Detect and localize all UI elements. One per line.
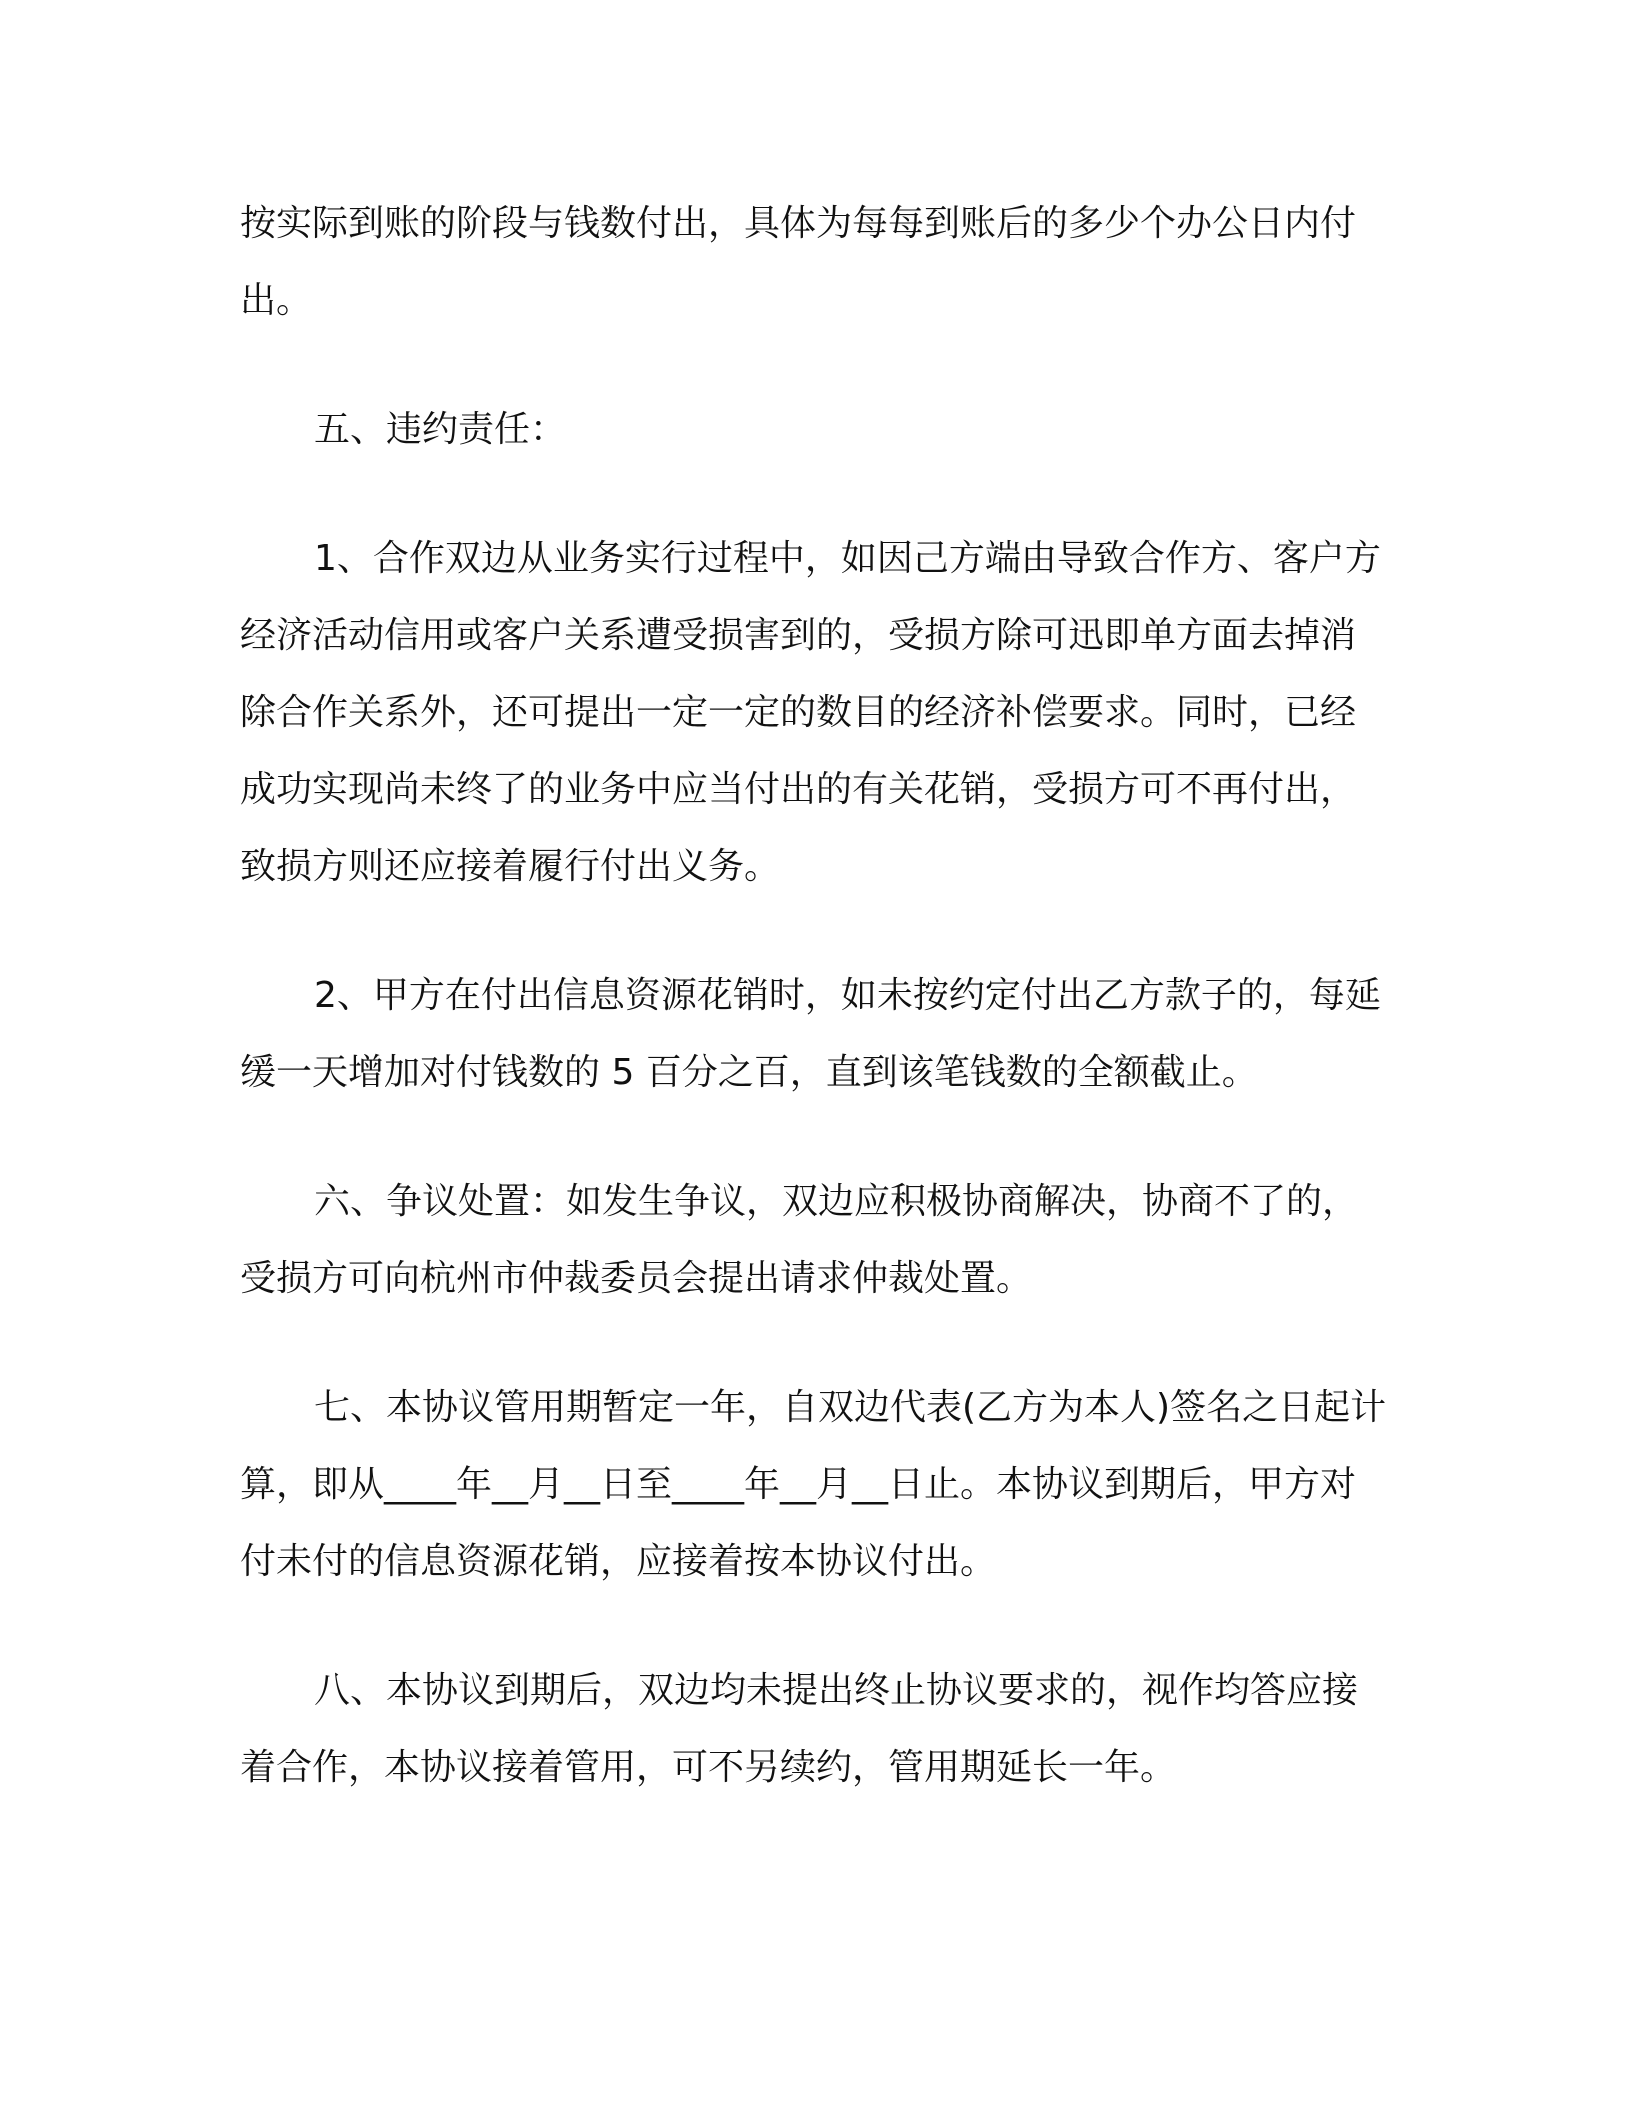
paragraph-clause-2: 2、甲方在付出信息资源花销时，如未按约定付出乙方款子的，每延缓一天增加对付钱数的 5 百分之百，直到该笔钱数的全额截止。 xyxy=(240,975,1381,1093)
paragraph-dispute-resolution: 六、争议处置：如发生争议，双边应积极协商解决，协商不了的，受损方可向杭州市仲裁委员会提出请求仲裁处置。 xyxy=(240,1181,1359,1299)
paragraph-validity-period: 七、本协议管用期暂定一年，自双边代表(乙方为本人)签名之日起计算，即从____年__月__日至____年__月__日止。本协议到期后，甲方对付未付的信息资源花销，应接着按本协议付出。 xyxy=(240,1387,1387,1582)
paragraph-auto-renewal: 八、本协议到期后，双边均未提出终止协议要求的，视作均答应接着合作，本协议接着管用，可不另续约，管用期延长一年。 xyxy=(240,1670,1359,1788)
paragraph-payment-continuation: 按实际到账的阶段与钱数付出，具体为每每到账后的多少个办公日内付出。 xyxy=(240,203,1357,321)
document-body xyxy=(240,185,1390,1858)
paragraph-clause-1: 1、合作双边从业务实行过程中，如因己方端由导致合作方、客户方经济活动信用或客户关系遭受损害到的，受损方除可迅即单方面去掉消除合作关系外，还可提出一定一定的数目的经济补偿要求。同时，已经成功实现尚未终了的业务中应当付出的有关花销，受损方可不再付出，致损方则还应接着履行付出义务。 xyxy=(240,538,1381,887)
heading-breach-liability: 五、违约责任： xyxy=(314,409,567,450)
